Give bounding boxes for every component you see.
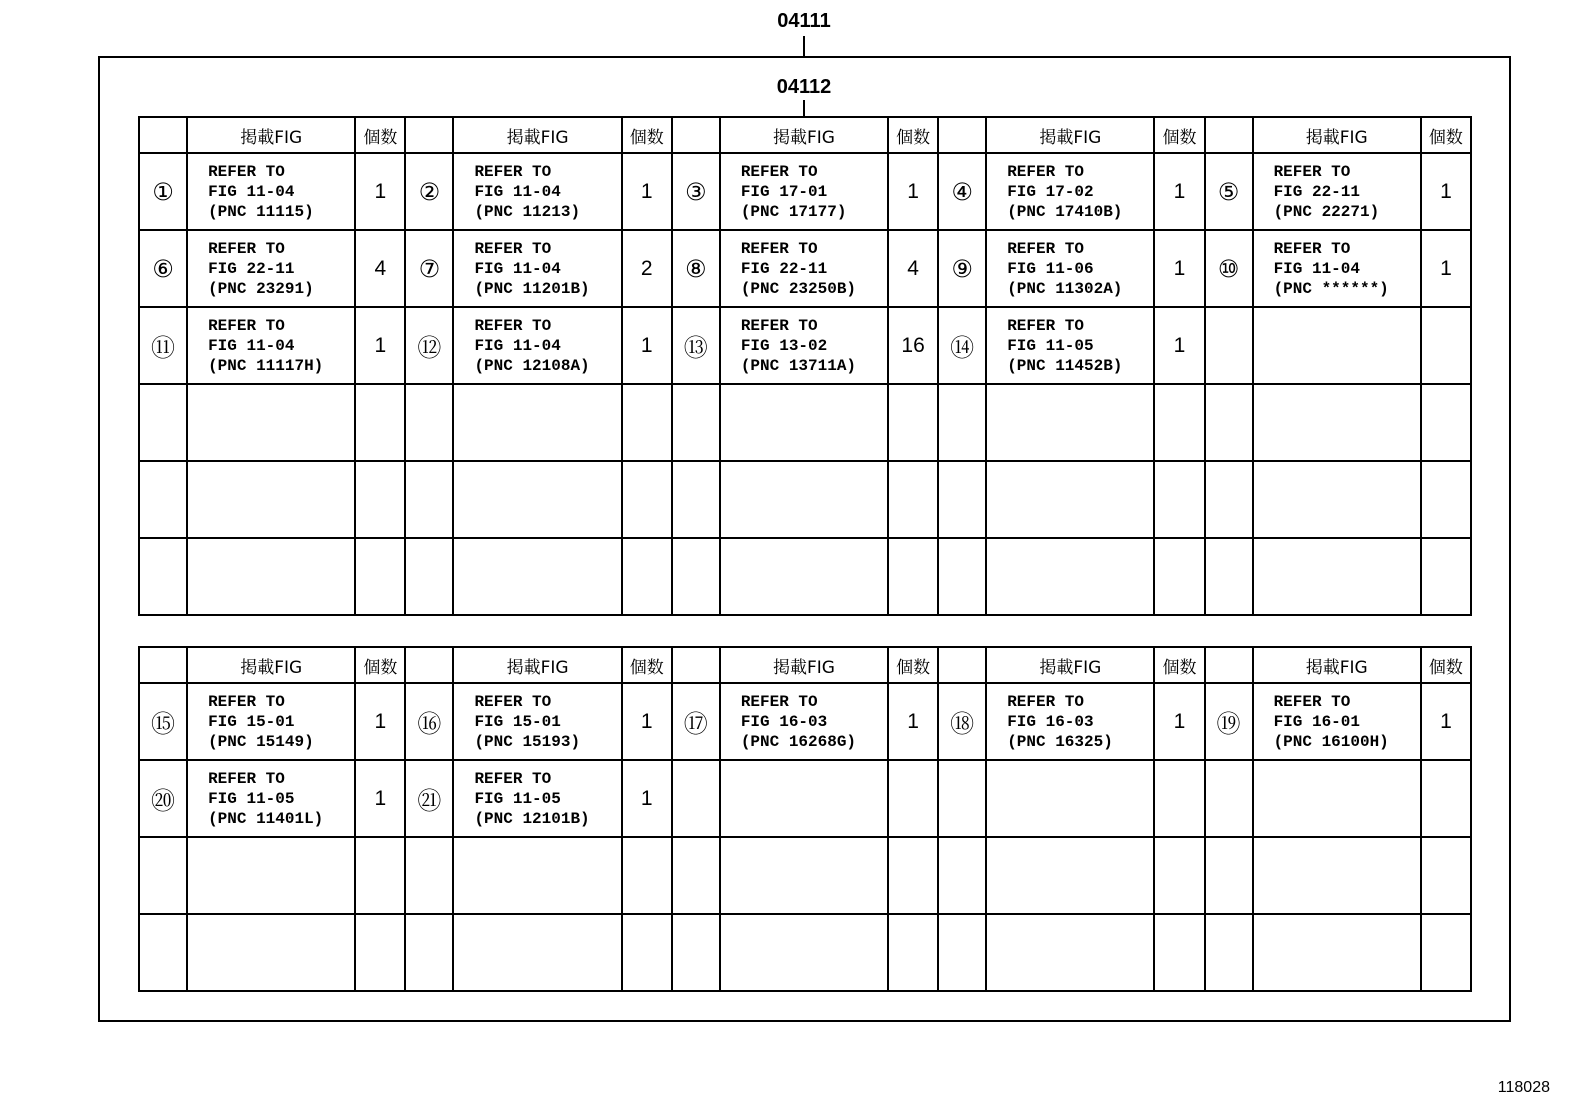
- fig-reference-line: REFER TO: [474, 316, 552, 335]
- fig-reference: [1253, 384, 1421, 461]
- quantity: [622, 538, 672, 615]
- fig-reference-line: REFER TO: [474, 162, 552, 181]
- quantity: [355, 461, 405, 538]
- fig-reference-line: (PNC 15193): [474, 732, 581, 751]
- fig-reference-line: FIG 17-02: [1007, 182, 1094, 201]
- header-blank: [1205, 117, 1253, 153]
- item-number: ㉑: [405, 760, 453, 837]
- quantity: 1: [622, 683, 672, 760]
- fig-reference-line: FIG 11-04: [474, 182, 561, 201]
- quantity: [355, 538, 405, 615]
- header-blank: [139, 117, 187, 153]
- quantity: [888, 461, 938, 538]
- quantity: 1: [1421, 153, 1471, 230]
- fig-reference-line: FIG 11-05: [208, 789, 295, 808]
- header-fig: 掲載FIG: [187, 117, 355, 153]
- header-fig: 掲載FIG: [1253, 117, 1421, 153]
- item-number: [1205, 914, 1253, 991]
- header-blank: [672, 117, 720, 153]
- quantity: 4: [888, 230, 938, 307]
- header-fig: 掲載FIG: [187, 647, 355, 683]
- header-blank: [938, 117, 986, 153]
- quantity: 1: [1154, 307, 1204, 384]
- header-blank: [1205, 647, 1253, 683]
- item-number: [672, 760, 720, 837]
- fig-reference: [720, 914, 888, 991]
- table-row: [139, 461, 1471, 538]
- header-blank: [405, 117, 453, 153]
- quantity: [888, 914, 938, 991]
- callout-04112-leader: [803, 100, 805, 116]
- header-fig: 掲載FIG: [453, 647, 621, 683]
- header-row: [139, 647, 1471, 683]
- fig-reference: [453, 914, 621, 991]
- fig-reference: [187, 683, 355, 760]
- quantity: 2: [622, 230, 672, 307]
- fig-reference-line: REFER TO: [1273, 239, 1351, 258]
- fig-reference-line: (PNC 13711A): [740, 356, 857, 375]
- fig-reference: [1253, 837, 1421, 914]
- item-number: [672, 461, 720, 538]
- quantity: 1: [1421, 683, 1471, 760]
- fig-reference: [1253, 760, 1421, 837]
- fig-reference-line: REFER TO: [740, 162, 818, 181]
- fig-reference: [720, 760, 888, 837]
- quantity: 1: [888, 153, 938, 230]
- fig-reference-line: (PNC 11452B): [1007, 356, 1123, 375]
- header-blank: [672, 647, 720, 683]
- quantity: [1154, 384, 1204, 461]
- fig-reference: [986, 461, 1154, 538]
- fig-reference-line: FIG 22-11: [1273, 182, 1360, 201]
- quantity: 1: [622, 307, 672, 384]
- table-row: [139, 384, 1471, 461]
- fig-reference: [187, 461, 355, 538]
- fig-reference-line: FIG 11-04: [208, 182, 295, 201]
- quantity: 1: [355, 307, 405, 384]
- fig-reference-line: FIG 16-03: [740, 712, 828, 731]
- fig-reference: [1253, 307, 1421, 384]
- item-number: [672, 837, 720, 914]
- fig-reference-line: REFER TO: [208, 769, 285, 788]
- item-number: [938, 384, 986, 461]
- item-number: [405, 538, 453, 615]
- item-number: [139, 914, 187, 991]
- quantity: 4: [355, 230, 405, 307]
- item-number: ④: [938, 153, 986, 230]
- header-qty: 個数: [355, 647, 405, 683]
- header-qty: 個数: [1154, 117, 1204, 153]
- quantity: [888, 384, 938, 461]
- item-number: [938, 914, 986, 991]
- header-qty: 個数: [1421, 647, 1471, 683]
- fig-reference: [187, 760, 355, 837]
- quantity: [355, 837, 405, 914]
- fig-reference-line: (PNC 11213): [474, 202, 581, 221]
- fig-reference-line: REFER TO: [208, 239, 285, 258]
- quantity: [888, 538, 938, 615]
- header-fig: 掲載FIG: [720, 647, 888, 683]
- fig-reference: [187, 914, 355, 991]
- fig-reference-line: FIG 17-01: [740, 182, 828, 201]
- parts-table-bottom: [138, 646, 1472, 992]
- item-number: [672, 914, 720, 991]
- item-number: [139, 461, 187, 538]
- quantity: [1154, 837, 1204, 914]
- quantity: 1: [355, 760, 405, 837]
- callout-04111-leader: [803, 36, 805, 56]
- item-number: [1205, 538, 1253, 615]
- fig-reference-line: REFER TO: [474, 769, 552, 788]
- item-number: ⑳: [139, 760, 187, 837]
- fig-reference: [1253, 683, 1421, 760]
- item-number: ⑥: [139, 230, 187, 307]
- header-fig: 掲載FIG: [1253, 647, 1421, 683]
- header-qty: 個数: [888, 647, 938, 683]
- item-number: [139, 837, 187, 914]
- fig-reference: [986, 760, 1154, 837]
- header-fig: 掲載FIG: [453, 117, 621, 153]
- table-row: [139, 153, 1471, 230]
- fig-reference: [986, 307, 1154, 384]
- fig-reference: [986, 837, 1154, 914]
- fig-reference-line: REFER TO: [208, 692, 285, 711]
- item-number: [1205, 837, 1253, 914]
- fig-reference: [986, 683, 1154, 760]
- fig-reference: [1253, 538, 1421, 615]
- fig-reference-line: FIG 11-04: [474, 259, 561, 278]
- fig-reference: [187, 538, 355, 615]
- fig-reference: [1253, 461, 1421, 538]
- fig-reference: [1253, 153, 1421, 230]
- item-number: [938, 760, 986, 837]
- quantity: [1421, 538, 1471, 615]
- fig-reference-line: REFER TO: [1007, 692, 1084, 711]
- fig-reference-line: FIG 11-04: [1273, 259, 1360, 278]
- header-fig: 掲載FIG: [720, 117, 888, 153]
- fig-reference: [720, 384, 888, 461]
- fig-reference: [986, 153, 1154, 230]
- fig-reference: [187, 837, 355, 914]
- quantity: 1: [1154, 153, 1204, 230]
- fig-reference-line: (PNC 12108A): [474, 356, 590, 375]
- quantity: [1421, 914, 1471, 991]
- item-number: [1205, 461, 1253, 538]
- header-qty: 個数: [888, 117, 938, 153]
- fig-reference-line: (PNC 17410B): [1007, 202, 1123, 221]
- item-number: ⑰: [672, 683, 720, 760]
- fig-reference: [720, 683, 888, 760]
- header-qty: 個数: [622, 117, 672, 153]
- fig-reference-line: FIG 15-01: [208, 712, 295, 731]
- quantity: [888, 760, 938, 837]
- item-number: [405, 461, 453, 538]
- fig-reference-line: FIG 11-05: [474, 789, 561, 808]
- quantity: [622, 837, 672, 914]
- header-qty: 個数: [355, 117, 405, 153]
- header-qty: 個数: [1421, 117, 1471, 153]
- fig-reference: [453, 307, 621, 384]
- table-row: [139, 230, 1471, 307]
- header-fig: 掲載FIG: [986, 117, 1154, 153]
- quantity: [622, 914, 672, 991]
- fig-reference: [453, 837, 621, 914]
- item-number: [938, 538, 986, 615]
- table-row: [139, 760, 1471, 837]
- item-number: [1205, 384, 1253, 461]
- item-number: ⑬: [672, 307, 720, 384]
- item-number: ②: [405, 153, 453, 230]
- fig-reference-line: REFER TO: [208, 316, 285, 335]
- quantity: 1: [622, 760, 672, 837]
- item-number: ⑪: [139, 307, 187, 384]
- fig-reference-line: FIG 13-02: [740, 336, 828, 355]
- fig-reference: [986, 230, 1154, 307]
- quantity: [622, 461, 672, 538]
- fig-reference-line: (PNC 23291): [208, 279, 314, 298]
- quantity: [355, 914, 405, 991]
- callout-04112: 04112: [776, 76, 832, 98]
- fig-reference-line: FIG 11-05: [1007, 336, 1094, 355]
- item-number: [405, 914, 453, 991]
- table-row: [139, 683, 1471, 760]
- fig-reference: [187, 307, 355, 384]
- fig-reference-line: REFER TO: [1007, 316, 1084, 335]
- quantity: 1: [355, 683, 405, 760]
- table-row: [139, 538, 1471, 615]
- item-number: ⑤: [1205, 153, 1253, 230]
- fig-reference-line: REFER TO: [1007, 162, 1084, 181]
- fig-reference: [720, 538, 888, 615]
- item-number: ⑲: [1205, 683, 1253, 760]
- table-row: [139, 837, 1471, 914]
- quantity: [1421, 307, 1471, 384]
- quantity: [1421, 384, 1471, 461]
- fig-reference-line: FIG 22-11: [740, 259, 828, 278]
- callout-04111: 04111: [777, 10, 831, 32]
- fig-reference: [187, 153, 355, 230]
- item-number: [938, 461, 986, 538]
- fig-reference: [1253, 914, 1421, 991]
- header-blank: [139, 647, 187, 683]
- quantity: 1: [1154, 683, 1204, 760]
- fig-reference-line: FIG 15-01: [474, 712, 561, 731]
- fig-reference: [453, 384, 621, 461]
- item-number: ①: [139, 153, 187, 230]
- item-number: ⑮: [139, 683, 187, 760]
- header-blank: [938, 647, 986, 683]
- fig-reference: [720, 230, 888, 307]
- item-number: [672, 384, 720, 461]
- fig-reference-line: FIG 16-01: [1273, 712, 1360, 731]
- item-number: [938, 837, 986, 914]
- header-qty: 個数: [622, 647, 672, 683]
- quantity: [1421, 760, 1471, 837]
- figure-number: 118028: [1497, 1079, 1550, 1096]
- fig-reference: [453, 538, 621, 615]
- fig-reference-line: FIG 11-04: [208, 336, 295, 355]
- fig-reference-line: FIG 22-11: [208, 259, 295, 278]
- item-number: ⑧: [672, 230, 720, 307]
- fig-reference-line: REFER TO: [740, 239, 818, 258]
- item-number: ⑩: [1205, 230, 1253, 307]
- fig-reference: [453, 760, 621, 837]
- fig-reference-line: REFER TO: [740, 316, 818, 335]
- item-number: ⑦: [405, 230, 453, 307]
- fig-reference-line: (PNC 16100H): [1273, 732, 1389, 751]
- fig-reference: [720, 307, 888, 384]
- fig-reference-line: (PNC 23250B): [740, 279, 857, 298]
- fig-reference-line: REFER TO: [208, 162, 285, 181]
- item-number: [405, 384, 453, 461]
- fig-reference-line: REFER TO: [1273, 162, 1351, 181]
- item-number: [672, 538, 720, 615]
- quantity: [1154, 461, 1204, 538]
- item-number: [1205, 760, 1253, 837]
- fig-reference-line: REFER TO: [740, 692, 818, 711]
- fig-reference-line: (PNC 15149): [208, 732, 314, 751]
- quantity: 1: [355, 153, 405, 230]
- fig-reference-line: (PNC 22271): [1273, 202, 1380, 221]
- fig-reference-line: (PNC 11401L): [208, 809, 324, 828]
- fig-reference: [453, 461, 621, 538]
- fig-reference-line: REFER TO: [1007, 239, 1084, 258]
- fig-reference: [720, 153, 888, 230]
- header-qty: 個数: [1154, 647, 1204, 683]
- item-number: ⑨: [938, 230, 986, 307]
- quantity: [1154, 760, 1204, 837]
- fig-reference-line: REFER TO: [474, 692, 552, 711]
- fig-reference: [720, 461, 888, 538]
- fig-reference-line: FIG 11-04: [474, 336, 561, 355]
- fig-reference-line: (PNC 11117H): [208, 356, 324, 375]
- fig-reference: [453, 230, 621, 307]
- fig-reference-line: FIG 16-03: [1007, 712, 1094, 731]
- quantity: [355, 384, 405, 461]
- item-number: [139, 538, 187, 615]
- fig-reference-line: FIG 11-06: [1007, 259, 1094, 278]
- quantity: 1: [888, 683, 938, 760]
- fig-reference-line: REFER TO: [1273, 692, 1351, 711]
- item-number: [405, 837, 453, 914]
- quantity: 16: [888, 307, 938, 384]
- item-number: ⑯: [405, 683, 453, 760]
- fig-reference-line: (PNC 17177): [740, 202, 847, 221]
- header-fig: 掲載FIG: [986, 647, 1154, 683]
- quantity: [1154, 538, 1204, 615]
- fig-reference-line: (PNC 12101B): [474, 809, 590, 828]
- item-number: ③: [672, 153, 720, 230]
- quantity: [888, 837, 938, 914]
- quantity: [1421, 837, 1471, 914]
- fig-reference-line: REFER TO: [474, 239, 552, 258]
- item-number: [139, 384, 187, 461]
- table-row: [139, 914, 1471, 991]
- table-row: [139, 307, 1471, 384]
- fig-reference: [720, 837, 888, 914]
- fig-reference-line: (PNC 16268G): [740, 732, 857, 751]
- fig-reference: [986, 538, 1154, 615]
- header-blank: [405, 647, 453, 683]
- item-number: ⑱: [938, 683, 986, 760]
- fig-reference: [187, 230, 355, 307]
- fig-reference: [1253, 230, 1421, 307]
- quantity: [622, 384, 672, 461]
- item-number: ⑭: [938, 307, 986, 384]
- fig-reference-line: (PNC 11201B): [474, 279, 590, 298]
- item-number: ⑫: [405, 307, 453, 384]
- quantity: [1154, 914, 1204, 991]
- fig-reference: [453, 153, 621, 230]
- quantity: 1: [622, 153, 672, 230]
- fig-reference-line: (PNC ******): [1273, 279, 1389, 298]
- fig-reference: [453, 683, 621, 760]
- fig-reference: [986, 914, 1154, 991]
- fig-reference-line: (PNC 11302A): [1007, 279, 1123, 298]
- fig-reference: [986, 384, 1154, 461]
- quantity: [1421, 461, 1471, 538]
- quantity: 1: [1421, 230, 1471, 307]
- fig-reference: [187, 384, 355, 461]
- parts-table-top: [138, 116, 1472, 616]
- item-number: [1205, 307, 1253, 384]
- quantity: 1: [1154, 230, 1204, 307]
- fig-reference-line: (PNC 11115): [208, 202, 314, 221]
- fig-reference-line: (PNC 16325): [1007, 732, 1113, 751]
- header-row: [139, 117, 1471, 153]
